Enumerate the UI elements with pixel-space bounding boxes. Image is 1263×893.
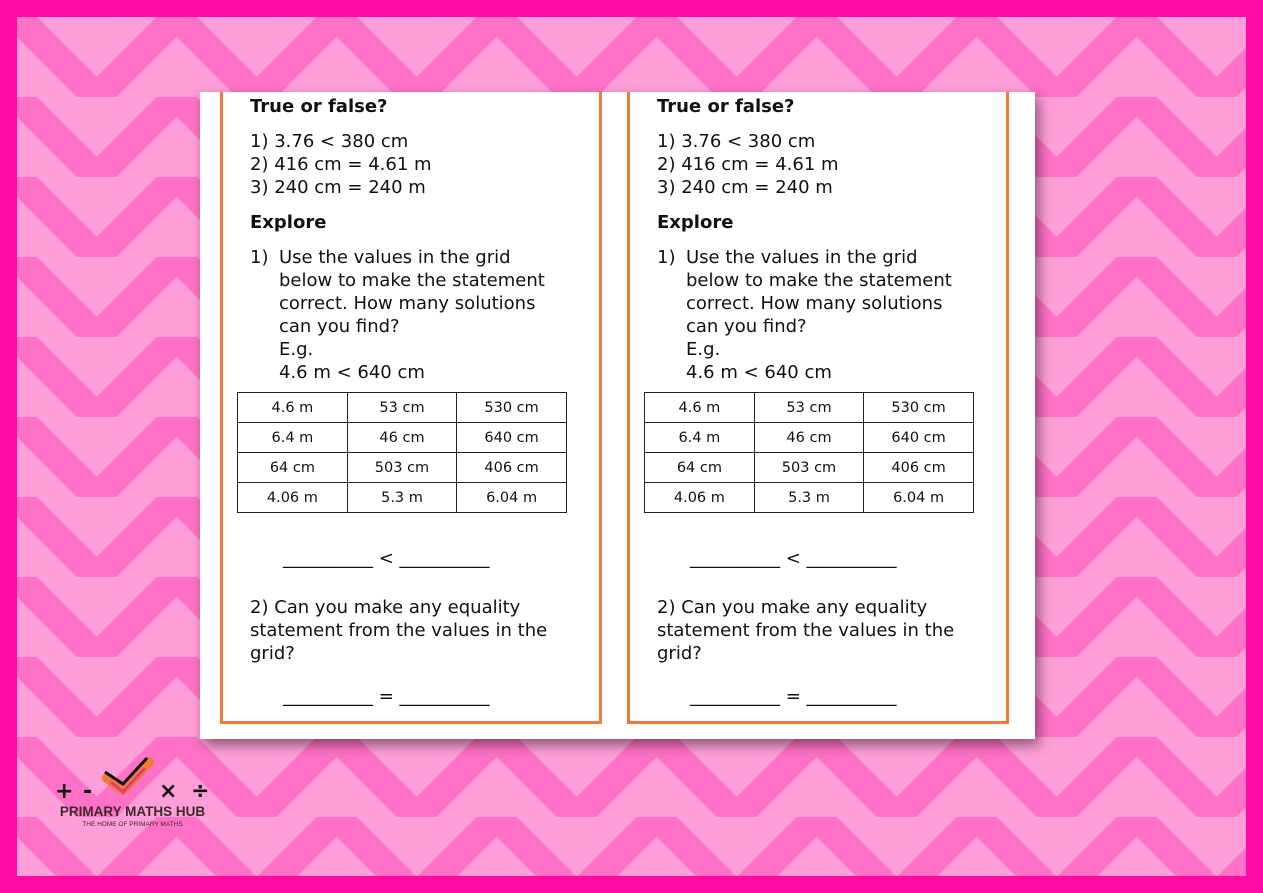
explore-question-1 <box>657 246 986 384</box>
grid-row <box>238 393 567 423</box>
grid-cell: 406 cm <box>457 453 567 483</box>
grid-cell: 53 cm <box>754 393 863 423</box>
worksheet <box>200 92 1035 739</box>
grid-cell: 5.3 m <box>754 483 863 513</box>
question-line: statement from the values in the <box>250 620 548 641</box>
grid-cell: 4.6 m <box>645 393 755 423</box>
equality-answer-line: __________ = __________ <box>283 686 490 707</box>
grid-row <box>238 453 567 483</box>
grid-row <box>645 393 974 423</box>
question-line: E.g. <box>686 339 721 360</box>
grid-cell: 530 cm <box>864 393 974 423</box>
grid-cell: 6.4 m <box>645 423 755 453</box>
times-icon: × <box>159 779 178 804</box>
grid-cell: 530 cm <box>457 393 567 423</box>
question-line: E.g. <box>279 339 314 360</box>
equality-answer-line: __________ = __________ <box>690 686 897 707</box>
true-false-list <box>657 130 839 199</box>
grid-cell: 46 cm <box>347 423 456 453</box>
less-than-answer-line: __________ < __________ <box>690 548 897 569</box>
question-text <box>279 246 579 384</box>
plus-icon: + <box>55 779 74 804</box>
question-line: below to make the statement <box>279 270 545 291</box>
true-false-list <box>250 130 432 199</box>
grid-cell: 503 cm <box>347 453 456 483</box>
question-line: 2) Can you make any equality <box>250 597 521 618</box>
question-number: 1) <box>250 247 269 268</box>
grid-cell: 46 cm <box>754 423 863 453</box>
grid-row <box>238 483 567 513</box>
grid-cell: 53 cm <box>347 393 456 423</box>
explore-question-2 <box>250 596 580 665</box>
question-line: Use the values in the grid <box>279 247 511 268</box>
question-line: correct. How many solutions <box>279 293 536 314</box>
grid-cell: 406 cm <box>864 453 974 483</box>
question-line: 4.6 m < 640 cm <box>279 362 425 383</box>
question-line: can you find? <box>686 316 807 337</box>
grid-cell: 4.06 m <box>645 483 755 513</box>
worksheet-card-left <box>220 92 602 724</box>
question-line: correct. How many solutions <box>686 293 943 314</box>
question-line: Use the values in the grid <box>686 247 918 268</box>
grid-cell: 64 cm <box>645 453 755 483</box>
question-text <box>686 246 986 384</box>
grid-cell: 640 cm <box>864 423 974 453</box>
question-line: statement from the values in the <box>657 620 955 641</box>
question-line: can you find? <box>279 316 400 337</box>
question-line: 2) Can you make any equality <box>657 597 928 618</box>
true-false-item: 3) 240 cm = 240 m <box>657 177 833 198</box>
question-line: below to make the statement <box>686 270 952 291</box>
true-false-heading: True or false? <box>250 96 388 117</box>
grid-row <box>238 423 567 453</box>
true-false-item: 2) 416 cm = 4.61 m <box>657 154 839 175</box>
grid-cell: 6.04 m <box>864 483 974 513</box>
worksheet-card-right <box>627 92 1009 724</box>
logo-subtitle: THE HOME OF PRIMARY MATHS <box>82 821 183 828</box>
grid-cell: 503 cm <box>754 453 863 483</box>
question-number: 1) <box>657 247 676 268</box>
explore-heading: Explore <box>250 212 327 233</box>
question-line: grid? <box>657 643 702 664</box>
grid-cell: 5.3 m <box>347 483 456 513</box>
logo-title: PRIMARY MATHS HUB <box>59 804 206 819</box>
primary-maths-hub-logo <box>45 752 220 832</box>
true-false-item: 2) 416 cm = 4.61 m <box>250 154 432 175</box>
grid-cell: 4.6 m <box>238 393 348 423</box>
true-false-item: 3) 240 cm = 240 m <box>250 177 426 198</box>
values-grid <box>237 392 567 513</box>
grid-cell: 64 cm <box>238 453 348 483</box>
explore-heading: Explore <box>657 212 734 233</box>
maths-symbols-icon <box>45 752 220 804</box>
minus-icon: - <box>83 779 93 804</box>
less-than-answer-line: __________ < __________ <box>283 548 490 569</box>
values-grid <box>644 392 974 513</box>
grid-row <box>645 453 974 483</box>
question-line: grid? <box>250 643 295 664</box>
grid-cell: 4.06 m <box>238 483 348 513</box>
true-false-item: 1) 3.76 < 380 cm <box>250 131 409 152</box>
grid-row <box>645 483 974 513</box>
true-false-item: 1) 3.76 < 380 cm <box>657 131 816 152</box>
grid-cell: 6.04 m <box>457 483 567 513</box>
grid-row <box>645 423 974 453</box>
explore-question-2 <box>657 596 987 665</box>
true-false-heading: True or false? <box>657 96 795 117</box>
question-line: 4.6 m < 640 cm <box>686 362 832 383</box>
grid-cell: 640 cm <box>457 423 567 453</box>
divide-icon: ÷ <box>191 779 210 804</box>
explore-question-1 <box>250 246 579 384</box>
grid-cell: 6.4 m <box>238 423 348 453</box>
